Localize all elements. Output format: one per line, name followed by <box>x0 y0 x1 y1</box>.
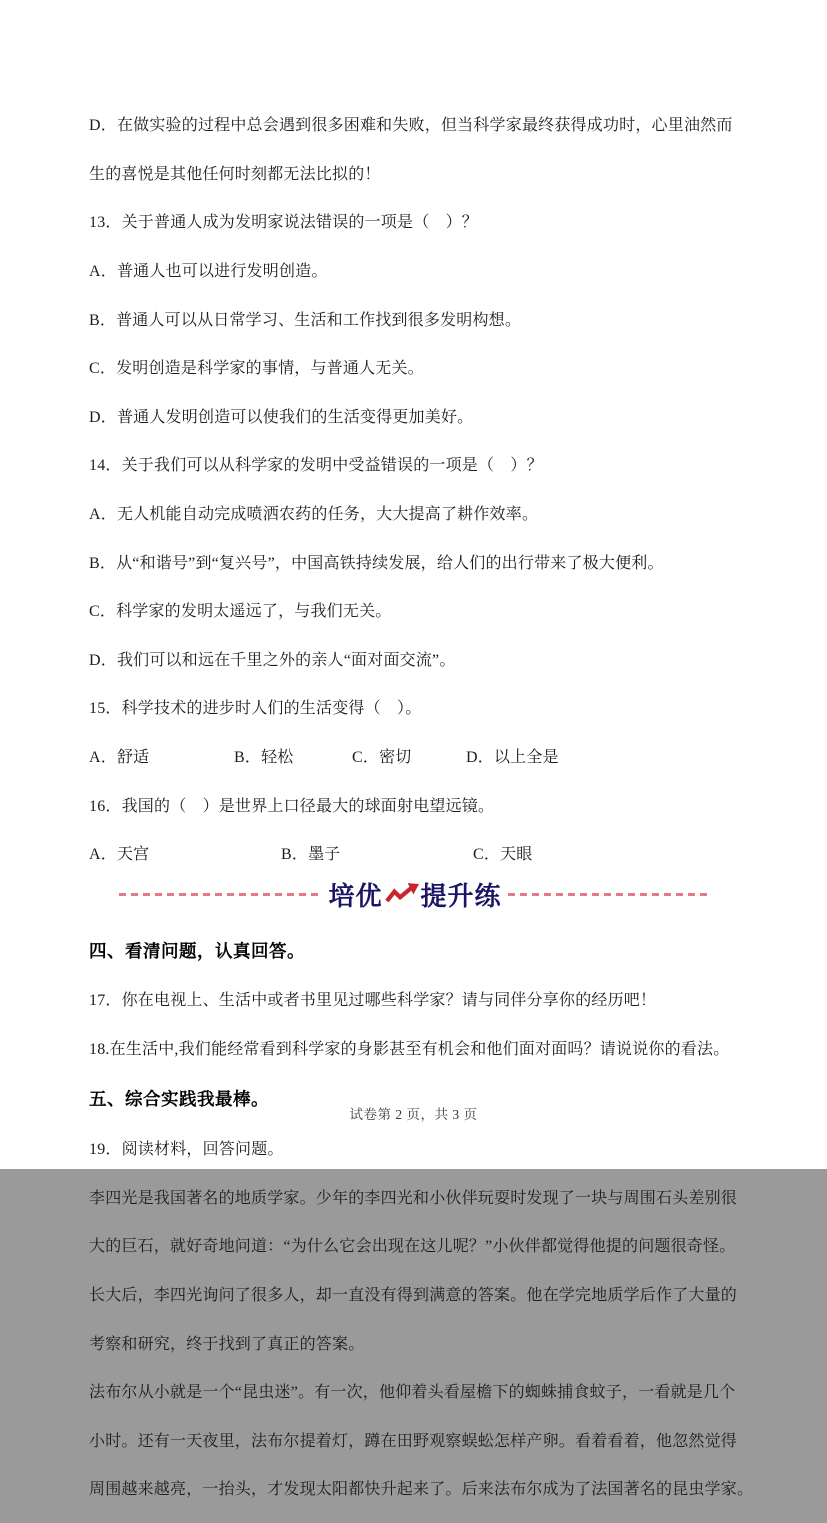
passage2-line-3: 周围越来越亮，一抬头，才发现太阳都快升起来了。后来法布尔成为了法国著名的昆虫学家。 <box>89 1481 754 1499</box>
page-content <box>89 94 754 1523</box>
q12-option-d-line-2: 生的喜悦是其他任何时刻都无法比拟的！ <box>89 165 381 183</box>
passage1-line-4: 考察和研究，终于找到了真正的答案。 <box>89 1335 365 1353</box>
q15-option-c: C．密切 <box>352 749 412 767</box>
banner-text-right: 提升练 <box>420 881 502 911</box>
q15-options-row <box>89 742 741 775</box>
section-5-heading: 五、综合实践我最棒。 <box>89 1089 269 1110</box>
q16-option-a: A．天宫 <box>89 846 150 864</box>
passage1-line-3: 长大后，李四光询问了很多人，却一直没有得到满意的答案。他在学完地质学后作了大量的 <box>89 1286 738 1304</box>
trend-up-arrow-icon <box>385 882 419 905</box>
q13-option-a: A．普通人也可以进行发明创造。 <box>89 263 328 281</box>
q18-stem: 18.在生活中,我们能经常看到科学家的身影甚至有机会和他们面对面吗？请说说你的看法。 <box>89 1040 730 1058</box>
page-footer: 试卷第 2 页，共 3 页 <box>349 1107 478 1122</box>
q13-stem: 13．关于普通人成为发明家说法错误的一项是（ ）？ <box>89 214 479 232</box>
q14-option-d: D．我们可以和远在千里之外的亲人“面对面交流”。 <box>89 651 456 669</box>
q15-option-d: D．以上全是 <box>466 749 559 767</box>
q15-option-b: B．轻松 <box>234 749 294 767</box>
q13-option-d: D．普通人发明创造可以使我们的生活变得更加美好。 <box>89 408 474 426</box>
q14-stem: 14．关于我们可以从科学家的发明中受益错误的一项是（ ）？ <box>89 457 543 475</box>
q17-stem: 17．你在电视上、生活中或者书里见过哪些科学家？请与同伴分享你的经历吧！ <box>89 992 657 1010</box>
q13-option-c: C．发明创造是科学家的事情，与普通人无关。 <box>89 360 424 378</box>
promo-divider-banner <box>89 872 741 918</box>
banner-dash-right <box>508 893 711 896</box>
passage2-line-1: 法布尔从小就是一个“昆虫迷”。有一次，他仰着头看屋檐下的蜘蛛捕食蚊子，一看就是几个 <box>89 1384 736 1402</box>
passage2-line-2: 小时。还有一天夜里，法布尔提着灯，蹲在田野观察蜈蚣怎样产卵。看着看着，他忽然觉得 <box>89 1432 738 1450</box>
q14-option-c: C．科学家的发明太遥远了，与我们无关。 <box>89 603 392 621</box>
q19-stem: 19．阅读材料，回答问题。 <box>89 1141 284 1159</box>
passage1-line-1: 李四光是我国著名的地质学家。少年的李四光和小伙伴玩耍时发现了一块与周围石头差别很 <box>89 1189 738 1207</box>
section-4-heading: 四、看清问题，认真回答。 <box>89 940 305 961</box>
q16-option-c: C．天眼 <box>473 846 533 864</box>
q15-option-a: A．舒适 <box>89 749 150 767</box>
q14-option-b: B．从“和谐号”到“复兴号”，中国高铁持续发展，给人们的出行带来了极大便利。 <box>89 554 664 572</box>
q14-option-a: A．无人机能自动完成喷洒农药的任务，大大提高了耕作效率。 <box>89 506 539 524</box>
q12-option-d-line-1: D．在做实验的过程中总会遇到很多困难和失败，但当科学家最终获得成功时，心里油然而 <box>89 117 733 135</box>
q16-stem: 16．我国的（ ）是世界上口径最大的球面射电望远镜。 <box>89 797 495 815</box>
q16-options-row <box>89 839 741 872</box>
banner-label <box>328 876 501 913</box>
banner-text-left: 培优 <box>328 881 383 911</box>
q13-option-b: B．普通人可以从日常学习、生活和工作找到很多发明构想。 <box>89 311 522 329</box>
q15-stem: 15．科学技术的进步时人们的生活变得（ ）。 <box>89 700 422 718</box>
q16-option-b: B．墨子 <box>281 846 341 864</box>
passage1-line-2: 大的巨石，就好奇地问道：“为什么它会出现在这儿呢？”小伙伴都觉得他提的问题很奇怪。 <box>89 1238 736 1256</box>
banner-dash-left <box>119 893 322 896</box>
